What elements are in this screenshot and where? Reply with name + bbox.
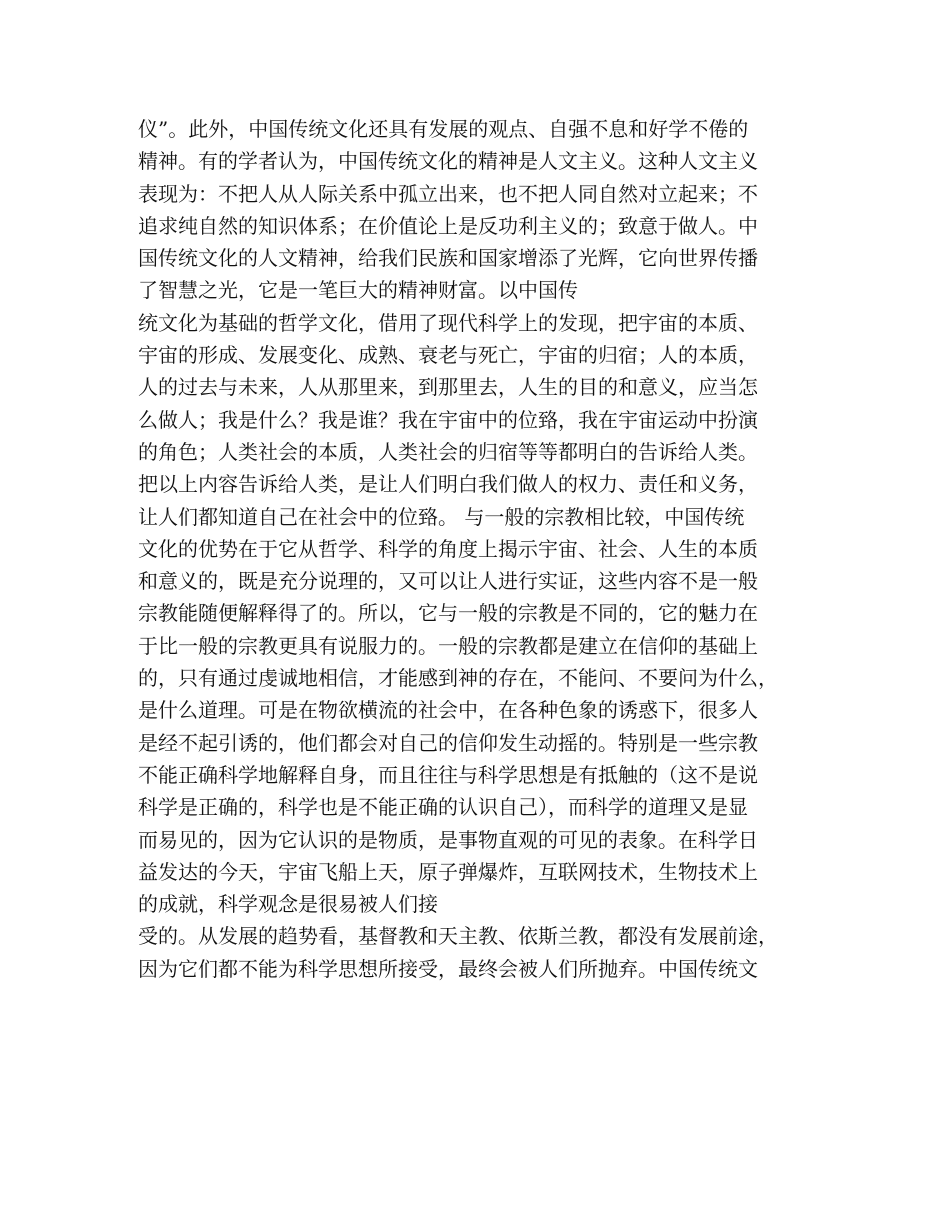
text-line: 文化的优势在于它从哲学、科学的角度上揭示宇宙、社会、人生的本质 <box>138 536 758 561</box>
text-line: 追求纯自然的知识体系；在价值论上是反功利主义的；致意于做人。中 <box>138 213 758 238</box>
text-line: 表现为：不把人从人际关系中孤立出来，也不把人同自然对立起来；不 <box>138 181 758 206</box>
text-line: 精神。有的学者认为，中国传统文化的精神是人文主义。这种人文主义 <box>138 149 758 174</box>
body-text <box>138 113 828 985</box>
text-line: 宗教能随便解释得了的。所以，它与一般的宗教是不同的，它的魅力在 <box>138 601 758 626</box>
text-line: 于比一般的宗教更具有说服力的。一般的宗教都是建立在信仰的基础上 <box>138 633 758 658</box>
text-line: 因为它们都不能为科学思想所接受，最终会被人们所抛弃。中国传统文 <box>138 956 758 981</box>
text-line: 么做人；我是什么？我是谁？我在宇宙中的位臵，我在宇宙运动中扮演 <box>138 407 758 432</box>
text-line: 科学是正确的，科学也是不能正确的认识自己），而科学的道理又是显 <box>138 795 748 820</box>
text-line: 是什么道理。可是在物欲横流的社会中，在各种色象的诱惑下，很多人 <box>138 698 758 723</box>
text-line: 让人们都知道自己在社会中的位臵。 与一般的宗教相比较，中国传统 <box>138 504 745 529</box>
text-line: 宇宙的形成、发展变化、成熟、衰老与死亡，宇宙的归宿；人的本质， <box>138 343 758 368</box>
text-line: 国传统文化的人文精神，给我们民族和国家增添了光辉，它向世界传播 <box>138 246 758 271</box>
text-line: 人的过去与未来，人从那里来，到那里去，人生的目的和意义，应当怎 <box>138 375 758 400</box>
text-line: 是经不起引诱的，他们都会对自己的信仰发生动摇的。特别是一些宗教 <box>138 730 758 755</box>
text-line: 而易见的，因为它认识的是物质，是事物直观的可见的表象。在科学日 <box>138 827 758 852</box>
text-line: 不能正确科学地解释自身，而且往往与科学思想是有抵触的（这不是说 <box>138 762 758 787</box>
text-line: 把以上内容告诉给人类，是让人们明白我们做人的权力、责任和义务， <box>138 472 758 497</box>
text-line: 的，只有通过虔诚地相信，才能感到神的存在，不能问、不要问为什么， <box>138 666 778 691</box>
text-line: 和意义的，既是充分说理的，又可以让人进行实证，这些内容不是一般 <box>138 569 758 594</box>
text-line: 的成就，科学观念是很易被人们接 <box>138 892 438 917</box>
text-line: 仪”。此外，中国传统文化还具有发展的观点、自强不息和好学不倦的 <box>138 117 749 141</box>
text-line: 统文化为基础的哲学文化，借用了现代科学上的发现，把宇宙的本质、 <box>138 310 758 335</box>
text-line: 受的。从发展的趋势看，基督教和天主教、依斯兰教，都没有发展前途， <box>138 924 778 949</box>
text-line: 的角色；人类社会的本质，人类社会的归宿等等都明白的告诉给人类。 <box>138 439 758 464</box>
text-line: 益发达的今天，宇宙飞船上天，原子弹爆炸，互联网技术，生物技术上 <box>138 859 758 884</box>
text-line: 了智慧之光，它是一笔巨大的精神财富。以中国传 <box>138 278 578 303</box>
